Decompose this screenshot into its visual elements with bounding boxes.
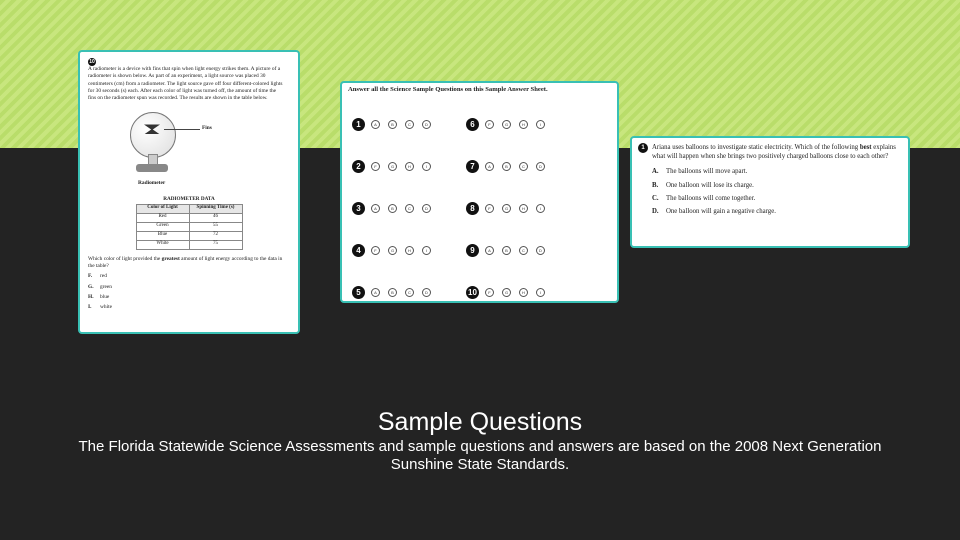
slide-title: Sample Questions xyxy=(377,408,583,436)
answer-row xyxy=(466,160,553,173)
answer-row-number: 8 xyxy=(466,202,479,215)
option-letter: I. xyxy=(88,304,92,311)
answer-options xyxy=(652,167,902,216)
answer-option xyxy=(652,181,902,190)
answer-bubble[interactable]: F xyxy=(485,204,494,213)
table-cell: Blue xyxy=(136,231,189,240)
answer-row xyxy=(352,286,439,299)
answer-bubble[interactable]: G xyxy=(502,204,511,213)
slide-subtitle: The Florida Statewide Science Assessments and sample questions and answers are based on the 2008 Next Generation Sunshine State Standards. xyxy=(78,438,882,473)
option-text: The balloons will move apart. xyxy=(666,168,748,176)
radiometer-base xyxy=(136,164,168,172)
answer-row-number: 4 xyxy=(352,244,365,257)
answer-bubble[interactable]: I xyxy=(422,246,431,255)
option-text: The balloons will come together. xyxy=(666,194,756,202)
question-number-badge: 10 xyxy=(89,59,95,65)
answer-option xyxy=(652,194,902,203)
answer-bubble[interactable]: B xyxy=(502,162,511,171)
answer-option xyxy=(88,284,290,291)
table-cell: 72 xyxy=(189,231,242,240)
answer-row xyxy=(352,118,439,131)
radiometer-question-text: A radiometer is a device with fins that spin when light energy strikes them. A picture of a radiometer is shown below. As part of an experiment, a light source was placed 30 centimeters (cm) from a radiometer. The light source gave off four different-colored lights for 30 seconds (s) each. After each color of light was turned off, the amount of time the fins on the radiometer spun was recorded. The results are shown in the table below. xyxy=(88,66,283,102)
answer-bubble[interactable]: I xyxy=(536,120,545,129)
option-letter: G. xyxy=(88,283,94,290)
question-text: explains what will happen when she brings two positively charged balloons close to each other? xyxy=(652,144,896,161)
option-letter: C. xyxy=(652,194,659,202)
answer-bubble[interactable]: A xyxy=(485,162,494,171)
option-text: red xyxy=(100,273,107,280)
table-cell: 75 xyxy=(189,240,242,249)
answer-bubble[interactable]: D xyxy=(536,246,545,255)
answer-bubble[interactable]: C xyxy=(519,246,528,255)
answer-row-number: 5 xyxy=(352,286,365,299)
radiometer-data-table xyxy=(136,204,243,250)
radiometer-illustration xyxy=(118,108,238,180)
answer-bubble[interactable]: B xyxy=(388,120,397,129)
option-text: white xyxy=(100,304,112,311)
answer-row-number: 10 xyxy=(466,286,479,299)
answer-bubble[interactable]: G xyxy=(502,288,511,297)
answer-row xyxy=(466,118,553,131)
prompt-text: Which color of light provided the xyxy=(88,255,162,262)
answer-bubble[interactable]: G xyxy=(502,120,511,129)
static-electricity-question-card xyxy=(630,136,910,248)
table-row xyxy=(136,213,242,222)
fins-label: Fins xyxy=(202,125,212,132)
answer-option xyxy=(88,273,290,280)
answer-bubble[interactable]: H xyxy=(519,288,528,297)
answer-bubble[interactable]: F xyxy=(485,120,494,129)
prompt-text: amount of light energy according to the data in the table? xyxy=(88,255,283,270)
option-text: blue xyxy=(100,293,110,300)
answer-bubble[interactable]: D xyxy=(422,204,431,213)
option-text: One balloon will lose its charge. xyxy=(666,181,754,189)
answer-bubble[interactable]: H xyxy=(519,120,528,129)
answer-row-number: 2 xyxy=(352,160,365,173)
static-question-text xyxy=(652,143,900,161)
answer-row xyxy=(466,286,553,299)
answer-row-number: 1 xyxy=(352,118,365,131)
table-row xyxy=(136,222,242,231)
answer-sheet-card xyxy=(340,81,619,303)
answer-row xyxy=(352,160,439,173)
table-row xyxy=(136,240,242,249)
table-header: Color of Light xyxy=(136,204,189,213)
radiometer-table-title: RADIOMETER DATA xyxy=(163,195,215,202)
table-cell: White xyxy=(136,240,189,249)
answer-bubble[interactable]: H xyxy=(405,246,414,255)
answer-bubble[interactable]: F xyxy=(485,288,494,297)
answer-row-number: 6 xyxy=(466,118,479,131)
table-cell: Red xyxy=(136,213,189,222)
radiometer-bulb xyxy=(130,112,176,158)
fins-leader-line xyxy=(164,129,200,130)
answer-bubble[interactable]: C xyxy=(405,120,414,129)
answer-bubble[interactable]: I xyxy=(536,204,545,213)
answer-row xyxy=(352,202,439,215)
answer-bubble[interactable]: A xyxy=(371,120,380,129)
answer-bubble[interactable]: G xyxy=(388,246,397,255)
answer-row xyxy=(466,202,553,215)
answer-bubble[interactable]: F xyxy=(371,246,380,255)
option-letter: A. xyxy=(652,168,659,176)
answer-bubble[interactable]: A xyxy=(371,288,380,297)
answer-row-number: 3 xyxy=(352,202,365,215)
answer-option xyxy=(652,207,902,216)
answer-row xyxy=(466,244,553,257)
answer-bubble[interactable]: B xyxy=(388,288,397,297)
answer-bubble[interactable]: G xyxy=(388,162,397,171)
table-cell: 55 xyxy=(189,222,242,231)
option-text: green xyxy=(100,283,112,290)
radiometer-prompt xyxy=(88,256,290,271)
answer-bubble[interactable]: B xyxy=(388,204,397,213)
table-row xyxy=(136,231,242,240)
option-letter: B. xyxy=(652,181,659,189)
answer-bubble[interactable]: C xyxy=(405,288,414,297)
answer-option xyxy=(88,294,290,301)
answer-bubble[interactable]: D xyxy=(422,288,431,297)
question-number-badge: 1 xyxy=(638,143,648,153)
answer-bubble[interactable]: C xyxy=(519,162,528,171)
answer-bubble[interactable]: C xyxy=(405,204,414,213)
table-cell: 46 xyxy=(189,213,242,222)
option-letter: D. xyxy=(652,207,659,215)
question-emphasis: best xyxy=(859,144,872,151)
answer-option xyxy=(652,167,902,176)
answer-sheet-grid xyxy=(348,93,611,297)
table-header: Spinning Time (s) xyxy=(189,204,242,213)
radiometer-question-card xyxy=(78,50,300,334)
answer-sheet-title: Answer all the Science Sample Questions on this Sample Answer Sheet. xyxy=(348,86,548,93)
answer-bubble[interactable]: D xyxy=(536,162,545,171)
answer-row-number: 9 xyxy=(466,244,479,257)
answer-bubble[interactable]: D xyxy=(422,120,431,129)
radiometer-caption: Radiometer xyxy=(138,180,166,187)
answer-bubble[interactable]: B xyxy=(502,246,511,255)
answer-bubble[interactable]: A xyxy=(485,246,494,255)
answer-bubble[interactable]: A xyxy=(371,204,380,213)
prompt-emphasis: greatest xyxy=(161,255,180,262)
table-cell: Green xyxy=(136,222,189,231)
option-letter: F. xyxy=(88,273,93,280)
answer-row-number: 7 xyxy=(466,160,479,173)
option-letter: H. xyxy=(88,293,94,300)
question-text: Ariana uses balloons to investigate static electricity. Which of the following xyxy=(652,144,860,151)
answer-row xyxy=(352,244,439,257)
answer-bubble[interactable]: I xyxy=(536,288,545,297)
answer-bubble[interactable]: F xyxy=(371,162,380,171)
option-text: One balloon will gain a negative charge. xyxy=(666,207,776,215)
answer-bubble[interactable]: H xyxy=(405,162,414,171)
answer-bubble[interactable]: I xyxy=(422,162,431,171)
answer-option xyxy=(88,304,290,311)
answer-bubble[interactable]: H xyxy=(519,204,528,213)
